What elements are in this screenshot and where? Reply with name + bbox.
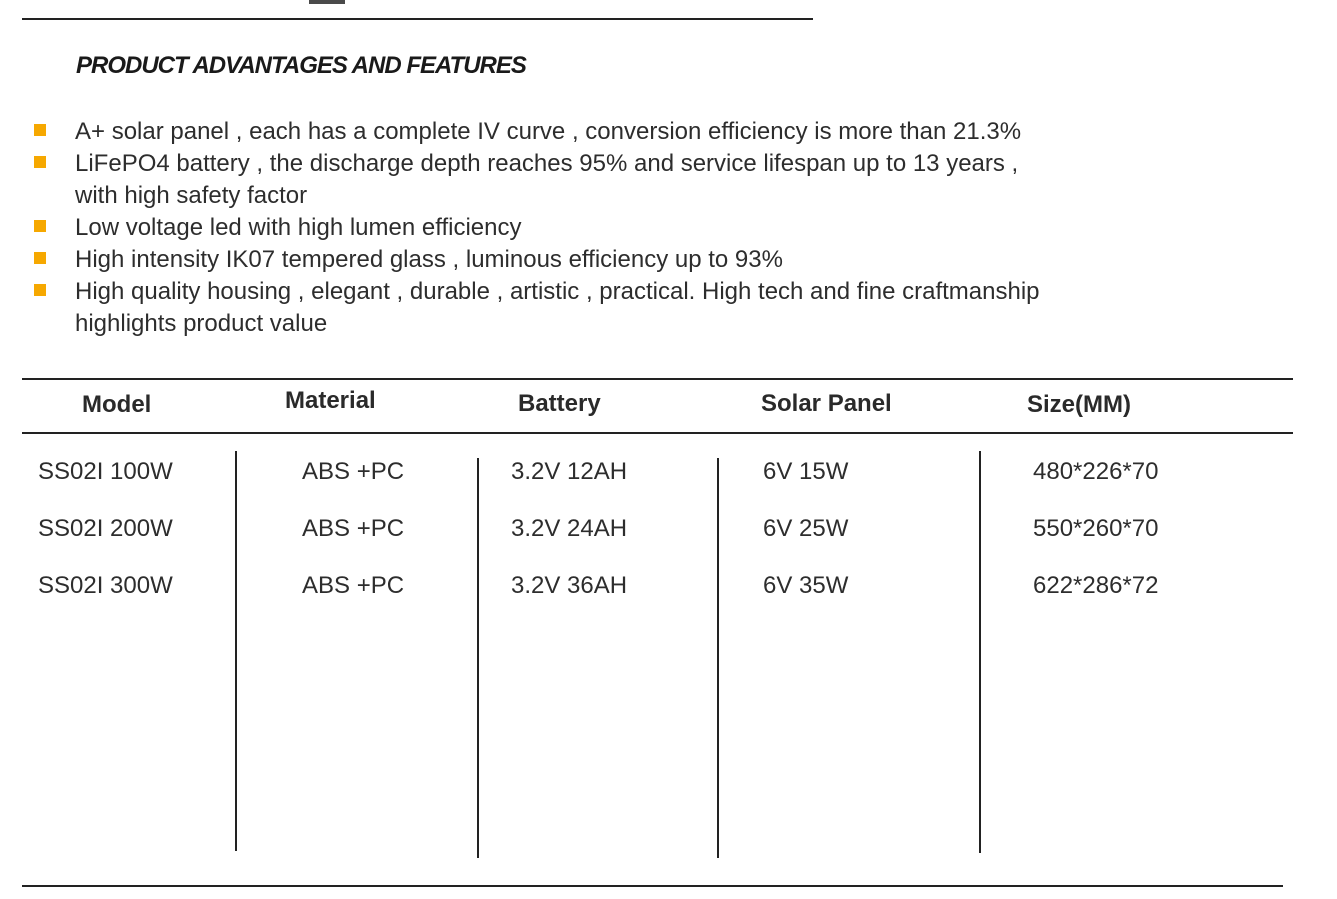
feature-text: A+ solar panel , each has a complete IV curve , conversion efficiency is more than 21.3% <box>75 118 1022 145</box>
cell-size: 480*226*70 <box>1033 458 1159 485</box>
cell-model: SS02I 200W <box>38 515 173 542</box>
feature-text-continued: with high safety factor <box>75 182 308 209</box>
column-divider <box>477 458 479 858</box>
column-divider <box>717 458 719 858</box>
header-battery: Battery <box>518 390 601 417</box>
feature-text: High intensity IK07 tempered glass , luminous efficiency up to 93% <box>75 246 783 273</box>
top-divider <box>22 18 813 20</box>
table-header-rule <box>22 432 1293 434</box>
square-bullet-icon <box>34 252 46 264</box>
list-item <box>0 276 1040 340</box>
column-divider <box>235 451 237 851</box>
feature-text-continued: highlights product value <box>75 310 328 337</box>
cell-battery: 3.2V 12AH <box>511 458 628 485</box>
feature-text: Low voltage led with high lumen efficiency <box>75 214 522 241</box>
section-title: PRODUCT ADVANTAGES AND FEATURES <box>76 52 526 79</box>
square-bullet-icon <box>34 220 46 232</box>
cell-solar-panel: 6V 15W <box>763 458 849 485</box>
square-bullet-icon <box>34 156 46 168</box>
list-item <box>0 212 1040 244</box>
table-bottom-rule <box>22 885 1283 887</box>
square-bullet-icon <box>34 124 46 136</box>
list-item <box>0 148 1040 212</box>
cell-size: 550*260*70 <box>1033 515 1159 542</box>
table-top-rule <box>22 378 1293 380</box>
header-size: Size(MM) <box>1027 391 1131 418</box>
header-solar-panel: Solar Panel <box>761 390 892 417</box>
feature-text: High quality housing , elegant , durable , artistic , practical. High tech and fine craftmanship <box>75 278 1040 305</box>
cell-battery: 3.2V 24AH <box>511 515 628 542</box>
cell-material: ABS +PC <box>302 572 405 599</box>
cell-solar-panel: 6V 25W <box>763 515 849 542</box>
cell-model: SS02I 300W <box>38 572 173 599</box>
cell-material: ABS +PC <box>302 458 405 485</box>
cell-solar-panel: 6V 35W <box>763 572 849 599</box>
square-bullet-icon <box>34 284 46 296</box>
header-model: Model <box>82 391 152 418</box>
list-item <box>0 244 1040 276</box>
column-divider <box>979 451 981 853</box>
cell-model: SS02I 100W <box>38 458 173 485</box>
list-item <box>0 116 1040 148</box>
features-list <box>0 116 1040 340</box>
top-page-fragment <box>309 0 345 4</box>
cell-size: 622*286*72 <box>1033 572 1159 599</box>
cell-battery: 3.2V 36AH <box>511 572 628 599</box>
feature-text: LiFePO4 battery , the discharge depth reaches 95% and service lifespan up to 13 years , <box>75 150 1019 177</box>
cell-material: ABS +PC <box>302 515 405 542</box>
header-material: Material <box>285 387 376 414</box>
